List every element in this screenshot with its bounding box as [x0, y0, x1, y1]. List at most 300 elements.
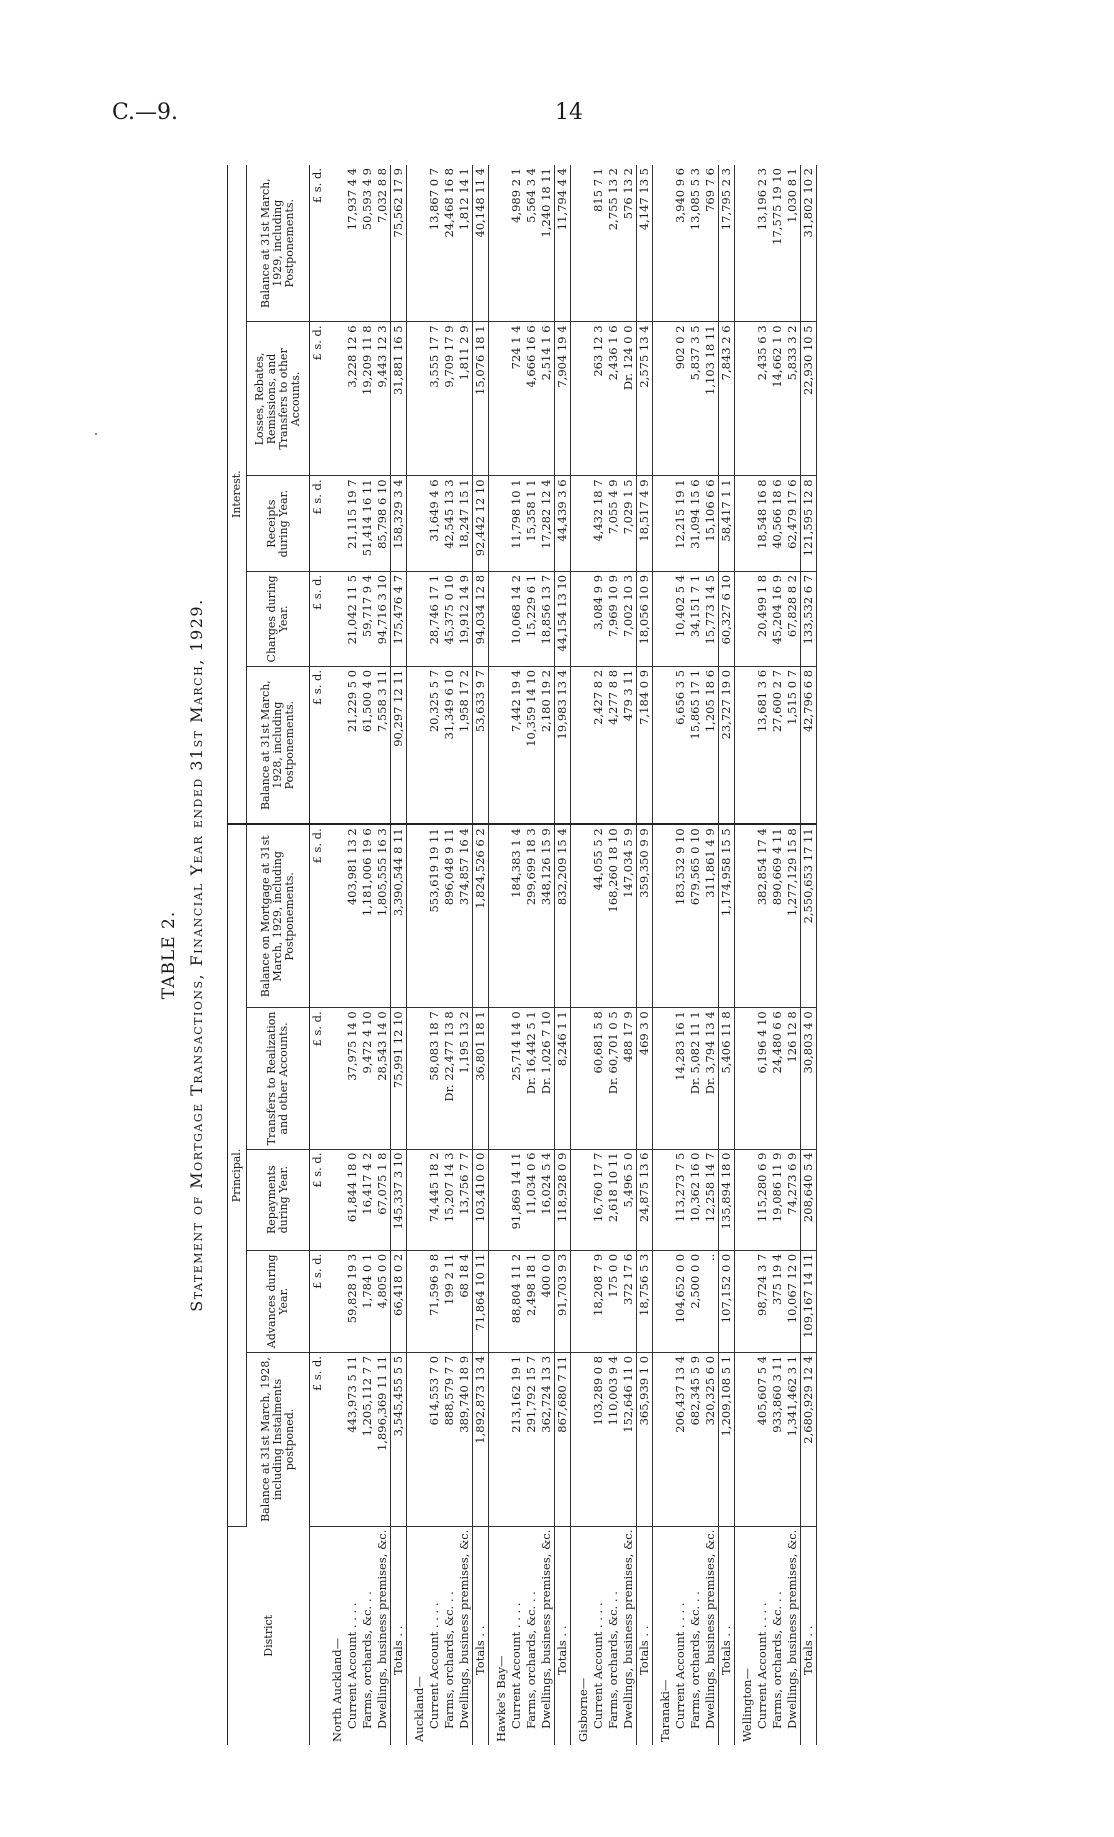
value-cell: 17,795 2 3	[719, 165, 735, 322]
value-cell: Dr. 22,477 13 8	[442, 1008, 457, 1149]
value-cell: 15,358 1 1	[524, 476, 539, 571]
value-cell: 896,048 9 11	[442, 824, 457, 1007]
table-row	[673, 165, 688, 1745]
table-row	[621, 165, 637, 1745]
value-cell: 389,740 18 9	[457, 1352, 473, 1526]
value-cell: 68 18 4	[457, 1250, 473, 1352]
value-cell: 21,229 5 0	[345, 666, 360, 824]
group-header-row	[228, 165, 247, 1745]
value-cell: 31,349 6 10	[442, 666, 457, 824]
value-cell: 2,436 1 6	[606, 322, 621, 476]
value-cell: 24,480 6 6	[770, 1008, 785, 1149]
value-cell: 372 17 6	[621, 1250, 637, 1352]
value-cell: 769 7 6	[703, 165, 719, 322]
column-header: Balance at 31st March, 1929, including Postponements.	[247, 165, 310, 322]
table-row	[375, 165, 391, 1745]
value-cell: 16,024 5 4	[539, 1149, 555, 1250]
value-cell: 18,208 7 9	[591, 1250, 606, 1352]
value-cell: 888,579 7 7	[442, 1352, 457, 1526]
value-cell: 133,532 6 7	[801, 571, 817, 666]
unit-cell: £ s. d.	[310, 322, 326, 476]
table-row	[755, 165, 770, 1745]
value-cell: 152,646 11 0	[621, 1352, 637, 1526]
column-header: Losses, Rebates, Remissions, and Transfers to other Accounts.	[247, 322, 310, 476]
value-cell: 40,566 18 6	[770, 476, 785, 571]
page-reference: C.—9.	[112, 100, 179, 125]
value-cell: 3,390,544 8 11	[391, 824, 407, 1007]
unit-cell: £ s. d.	[310, 571, 326, 666]
value-cell: 24,875 13 6	[637, 1149, 653, 1250]
value-cell: 1,824,526 6 2	[473, 824, 489, 1007]
value-cell: 1,812 14 1	[457, 165, 473, 322]
table-row	[703, 165, 719, 1745]
value-cell: 2,435 6 3	[755, 322, 770, 476]
value-cell: 362,724 13 3	[539, 1352, 555, 1526]
district-name: Hawke's Bay—	[494, 1655, 508, 1742]
value-cell: Dr. 3,794 13 4	[703, 1008, 719, 1149]
value-cell: 20,499 1 8	[755, 571, 770, 666]
unit-cell: £ s. d.	[310, 1250, 326, 1352]
row-label: Farms, orchards, &c. . .	[606, 1591, 620, 1729]
value-cell: 31,649 4 6	[427, 476, 442, 571]
value-cell: 18,548 16 8	[755, 476, 770, 571]
totals-row	[637, 165, 653, 1745]
value-cell: 62,479 17 6	[785, 476, 801, 571]
value-cell: 2,550,653 17 11	[801, 824, 817, 1007]
value-cell: Dr. 5,082 11 1	[688, 1008, 703, 1149]
value-cell: 85,798 6 10	[375, 476, 391, 571]
totals-label: Totals . .	[801, 1526, 817, 1745]
totals-label: Totals . .	[719, 1526, 735, 1745]
value-cell: 933,860 3 11	[770, 1352, 785, 1526]
value-cell: 118,928 0 9	[555, 1149, 571, 1250]
totals-label: Totals . .	[555, 1526, 571, 1745]
totals-label: Totals . .	[391, 1526, 407, 1745]
value-cell: 31,802 10 2	[801, 165, 817, 322]
value-cell: 10,362 16 0	[688, 1149, 703, 1250]
value-cell: 1,195 13 2	[457, 1008, 473, 1149]
value-cell: 14,662 1 0	[770, 322, 785, 476]
value-cell: 2,500 0 0	[688, 1250, 703, 1352]
value-cell: 15,229 6 1	[524, 571, 539, 666]
row-label: Dwellings, business premises, &c.	[621, 1529, 635, 1729]
value-cell: 25,714 14 0	[509, 1008, 524, 1149]
value-cell: 6,656 3 5	[673, 666, 688, 824]
column-header-row	[247, 165, 310, 1745]
value-cell: 3,228 12 6	[345, 322, 360, 476]
table-name: TABLE 2.	[159, 910, 179, 1000]
page-number: 14	[555, 100, 583, 125]
value-cell: 58,417 1 1	[719, 476, 735, 571]
value-cell: 9,709 17 9	[442, 322, 457, 476]
value-cell: Dr. 60,701 0 5	[606, 1008, 621, 1149]
value-cell: 94,034 12 8	[473, 571, 489, 666]
value-cell: 168,260 18 10	[606, 824, 621, 1007]
table-body	[310, 165, 817, 1745]
table-row	[427, 165, 442, 1745]
value-cell: 19,983 13 4	[555, 666, 571, 824]
value-cell: 7,184 0 9	[637, 666, 653, 824]
value-cell: 7,904 19 4	[555, 322, 571, 476]
column-header-district: District	[228, 1526, 310, 1745]
column-header: Balance on Mortgage at 31st March, 1929, including Postponements.	[247, 824, 310, 1007]
value-cell: 4,147 13 5	[637, 165, 653, 322]
value-cell: 110,003 9 4	[606, 1352, 621, 1526]
value-cell: 4,432 18 7	[591, 476, 606, 571]
value-cell: 1,181,006 19 6	[360, 824, 375, 1007]
value-cell: 58,083 18 7	[427, 1008, 442, 1149]
value-cell: Dr. 1,026 7 10	[539, 1008, 555, 1149]
value-cell: 12,215 19 1	[673, 476, 688, 571]
district-name: Auckland—	[412, 1676, 426, 1742]
value-cell: 2,180 19 2	[539, 666, 555, 824]
row-label: Current Account . . . .	[509, 1602, 523, 1729]
value-cell: 16,417 4 2	[360, 1149, 375, 1250]
value-cell: 17,937 4 4	[345, 165, 360, 322]
value-cell: 50,593 4 9	[360, 165, 375, 322]
value-cell: 405,607 5 4	[755, 1352, 770, 1526]
value-cell: 13,756 7 7	[457, 1149, 473, 1250]
value-cell: 4,989 2 1	[509, 165, 524, 322]
table-row	[524, 165, 539, 1745]
value-cell: 2,618 10 11	[606, 1149, 621, 1250]
row-label: Farms, orchards, &c. . .	[524, 1591, 538, 1729]
row-label: Current Account . . . .	[673, 1602, 687, 1729]
value-cell: 1,958 17 2	[457, 666, 473, 824]
row-label: Current Account . . . .	[755, 1602, 769, 1729]
value-cell: 45,204 16 9	[770, 571, 785, 666]
value-cell: 11,034 0 6	[524, 1149, 539, 1250]
value-cell: 682,345 5 9	[688, 1352, 703, 1526]
district-row	[653, 165, 674, 1745]
value-cell: 1,892,873 13 4	[473, 1352, 489, 1526]
value-cell: 2,575 13 4	[637, 322, 653, 476]
value-cell: 113,273 7 5	[673, 1149, 688, 1250]
group-header-interest: Interest.	[228, 165, 247, 824]
value-cell: 15,865 17 1	[688, 666, 703, 824]
value-cell: 375 19 4	[770, 1250, 785, 1352]
value-cell: 291,792 15 7	[524, 1352, 539, 1526]
value-cell: 4,805 0 0	[375, 1250, 391, 1352]
value-cell: 15,207 14 3	[442, 1149, 457, 1250]
value-cell: 42,545 13 3	[442, 476, 457, 571]
value-cell: 2,498 18 1	[524, 1250, 539, 1352]
value-cell: 90,297 12 11	[391, 666, 407, 824]
value-cell: 5,837 3 5	[688, 322, 703, 476]
value-cell: 44,154 13 10	[555, 571, 571, 666]
mortgage-transactions-table	[227, 165, 817, 1745]
value-cell: 37,975 14 0	[345, 1008, 360, 1149]
value-cell: 30,803 4 0	[801, 1008, 817, 1149]
value-cell: 2,680,929 12 4	[801, 1352, 817, 1526]
column-header: Repayments during Year.	[247, 1149, 310, 1250]
value-cell: 92,442 12 10	[473, 476, 489, 571]
value-cell: 7,032 8 8	[375, 165, 391, 322]
value-cell: 724 1 4	[509, 322, 524, 476]
value-cell: Dr. 16,442 5 1	[524, 1008, 539, 1149]
column-header: Receipts during Year.	[247, 476, 310, 571]
value-cell: 263 12 3	[591, 322, 606, 476]
value-cell: 13,681 3 6	[755, 666, 770, 824]
table-row	[606, 165, 621, 1745]
value-cell: 199 2 11	[442, 1250, 457, 1352]
value-cell: 815 7 1	[591, 165, 606, 322]
value-cell: 1,240 18 11	[539, 165, 555, 322]
value-cell: 18,756 5 3	[637, 1250, 653, 1352]
value-cell: 7,558 3 11	[375, 666, 391, 824]
value-cell: 3,940 9 6	[673, 165, 688, 322]
value-cell: 17,575 19 10	[770, 165, 785, 322]
value-cell: 19,209 11 8	[360, 322, 375, 476]
value-cell: 59,717 9 4	[360, 571, 375, 666]
value-cell: 75,991 12 10	[391, 1008, 407, 1149]
table-row	[457, 165, 473, 1745]
value-cell: 1,103 18 11	[703, 322, 719, 476]
column-header: Balance at 31st March, 1928, including Postponements.	[247, 666, 310, 824]
value-cell: 15,076 18 1	[473, 322, 489, 476]
value-cell: 13,085 5 3	[688, 165, 703, 322]
value-cell: 14,283 16 1	[673, 1008, 688, 1149]
totals-row	[719, 165, 735, 1745]
value-cell: 21,042 11 5	[345, 571, 360, 666]
value-cell: 51,414 16 11	[360, 476, 375, 571]
value-cell: 5,564 3 4	[524, 165, 539, 322]
value-cell: 42,796 6 8	[801, 666, 817, 824]
value-cell: 19,912 14 9	[457, 571, 473, 666]
value-cell: 66,418 0 2	[391, 1250, 407, 1352]
unit-cell: £ s. d.	[310, 1149, 326, 1250]
value-cell: 59,828 19 3	[345, 1250, 360, 1352]
value-cell: 28,746 17 1	[427, 571, 442, 666]
value-cell: 1,896,369 11 11	[375, 1352, 391, 1526]
value-cell: 867,680 7 11	[555, 1352, 571, 1526]
table-row	[345, 165, 360, 1745]
value-cell: 13,867 0 7	[427, 165, 442, 322]
table-row	[688, 165, 703, 1745]
value-cell: 60,327 6 10	[719, 571, 735, 666]
value-cell: 5,496 5 0	[621, 1149, 637, 1250]
district-row	[571, 165, 592, 1745]
value-cell: 16,760 17 7	[591, 1149, 606, 1250]
value-cell: 13,196 2 3	[755, 165, 770, 322]
value-cell: 91,869 14 11	[509, 1149, 524, 1250]
margin-mark	[95, 433, 97, 435]
value-cell: 15,773 14 5	[703, 571, 719, 666]
value-cell: 103,289 0 8	[591, 1352, 606, 1526]
value-cell: 348,126 15 9	[539, 824, 555, 1007]
value-cell: 1,030 8 1	[785, 165, 801, 322]
value-cell: Dr. 124 0 0	[621, 322, 637, 476]
row-label: Current Account . . . .	[345, 1602, 359, 1729]
value-cell: 7,442 19 4	[509, 666, 524, 824]
row-label: Dwellings, business premises, &c.	[785, 1529, 799, 1729]
value-cell: 44,055 5 2	[591, 824, 606, 1007]
rotated-table-block	[157, 165, 957, 1745]
value-cell: 1,174,958 15 5	[719, 824, 735, 1007]
value-cell: 1,205,112 7 7	[360, 1352, 375, 1526]
value-cell: 104,652 0 0	[673, 1250, 688, 1352]
district-row	[735, 165, 756, 1745]
unit-cell: £ s. d.	[310, 476, 326, 571]
value-cell: 359,350 9 9	[637, 824, 653, 1007]
row-label: Farms, orchards, &c. . .	[770, 1591, 784, 1729]
totals-label: Totals . .	[473, 1526, 489, 1745]
value-cell: 98,724 3 7	[755, 1250, 770, 1352]
table-row	[442, 165, 457, 1745]
value-cell: 15,106 6 6	[703, 476, 719, 571]
totals-row	[555, 165, 571, 1745]
value-cell: 3,084 9 9	[591, 571, 606, 666]
value-cell: 44,439 3 6	[555, 476, 571, 571]
row-label: Dwellings, business premises, &c.	[375, 1529, 389, 1729]
value-cell: 1,805,555 16 3	[375, 824, 391, 1007]
group-header-principal: Principal.	[228, 824, 247, 1526]
row-label: Current Account . . . .	[427, 1602, 441, 1729]
row-label: Current Account . . . .	[591, 1602, 605, 1729]
table-row	[591, 165, 606, 1745]
unit-cell: £ s. d.	[310, 165, 326, 322]
value-cell: 890,669 4 11	[770, 824, 785, 1007]
value-cell: 74,273 6 9	[785, 1149, 801, 1250]
value-cell: 158,329 3 4	[391, 476, 407, 571]
value-cell: 320,325 6 0	[703, 1352, 719, 1526]
value-cell: 9,472 4 10	[360, 1008, 375, 1149]
district-row	[489, 165, 510, 1745]
value-cell: 28,543 14 0	[375, 1008, 391, 1149]
value-cell: 10,402 5 4	[673, 571, 688, 666]
value-cell: 10,068 14 2	[509, 571, 524, 666]
value-cell: 103,410 0 0	[473, 1149, 489, 1250]
value-cell: 145,337 3 10	[391, 1149, 407, 1250]
value-cell: 9,443 12 3	[375, 322, 391, 476]
value-cell: 126 12 8	[785, 1008, 801, 1149]
value-cell: 7,029 1 5	[621, 476, 637, 571]
value-cell: 11,798 10 1	[509, 476, 524, 571]
value-cell: 479 3 11	[621, 666, 637, 824]
totals-row	[391, 165, 407, 1745]
unit-row	[310, 165, 326, 1745]
value-cell: 614,553 7 0	[427, 1352, 442, 1526]
value-cell: 2,755 13 2	[606, 165, 621, 322]
value-cell: 7,055 4 9	[606, 476, 621, 571]
value-cell: 8,246 1 1	[555, 1008, 571, 1149]
table-row	[770, 165, 785, 1745]
value-cell: 832,209 15 4	[555, 824, 571, 1007]
value-cell: 206,437 13 4	[673, 1352, 688, 1526]
value-cell: 22,930 10 5	[801, 322, 817, 476]
unit-cell: £ s. d.	[310, 824, 326, 1007]
totals-row	[801, 165, 817, 1745]
value-cell: 109,167 14 11	[801, 1250, 817, 1352]
value-cell: 1,205 18 6	[703, 666, 719, 824]
value-cell: 3,555 17 7	[427, 322, 442, 476]
value-cell: 147,034 5 9	[621, 824, 637, 1007]
value-cell: 18,056 10 9	[637, 571, 653, 666]
unit-cell: £ s. d.	[310, 1008, 326, 1149]
value-cell: 175,476 4 7	[391, 571, 407, 666]
value-cell: 553,619 19 11	[427, 824, 442, 1007]
table-row	[785, 165, 801, 1745]
district-row	[407, 165, 428, 1745]
value-cell: 213,162 19 1	[509, 1352, 524, 1526]
district-name: Wellington—	[740, 1668, 754, 1742]
value-cell: 115,280 6 9	[755, 1149, 770, 1250]
value-cell: 31,881 16 5	[391, 322, 407, 476]
value-cell: 1,341,462 3 1	[785, 1352, 801, 1526]
value-cell: 107,152 0 0	[719, 1250, 735, 1352]
value-cell: 71,864 10 11	[473, 1250, 489, 1352]
row-label: Dwellings, business premises, &c.	[457, 1529, 471, 1729]
value-cell: 488 17 9	[621, 1008, 637, 1149]
unit-cell: £ s. d.	[310, 666, 326, 824]
value-cell: 5,406 11 8	[719, 1008, 735, 1149]
value-cell: ..	[703, 1250, 719, 1352]
value-cell: 36,801 18 1	[473, 1008, 489, 1149]
row-label: Farms, orchards, &c. . .	[442, 1591, 456, 1729]
value-cell: 382,854 17 4	[755, 824, 770, 1007]
district-name: North Auckland—	[330, 1637, 344, 1742]
value-cell: 10,067 12 0	[785, 1250, 801, 1352]
value-cell: 679,565 0 10	[688, 824, 703, 1007]
row-label: Dwellings, business premises, &c.	[703, 1529, 717, 1729]
value-cell: 3,545,455 5 5	[391, 1352, 407, 1526]
value-cell: 902 0 2	[673, 322, 688, 476]
totals-label: Totals . .	[637, 1526, 653, 1745]
value-cell: 365,939 1 0	[637, 1352, 653, 1526]
value-cell: 74,445 18 2	[427, 1149, 442, 1250]
value-cell: 27,600 2 7	[770, 666, 785, 824]
value-cell: 184,383 1 4	[509, 824, 524, 1007]
value-cell: 443,973 5 11	[345, 1352, 360, 1526]
table-row	[539, 165, 555, 1745]
value-cell: 311,861 4 9	[703, 824, 719, 1007]
value-cell: 208,640 5 4	[801, 1149, 817, 1250]
value-cell: 61,500 4 0	[360, 666, 375, 824]
value-cell: 121,595 12 8	[801, 476, 817, 571]
value-cell: 469 3 0	[637, 1008, 653, 1149]
value-cell: 1,209,108 5 1	[719, 1352, 735, 1526]
value-cell: 5,833 3 2	[785, 322, 801, 476]
value-cell: 183,532 9 10	[673, 824, 688, 1007]
value-cell: 10,359 14 10	[524, 666, 539, 824]
district-name: Gisborne—	[576, 1677, 590, 1742]
value-cell: 18,517 4 9	[637, 476, 653, 571]
value-cell: 12,258 14 7	[703, 1149, 719, 1250]
value-cell: 7,969 10 9	[606, 571, 621, 666]
column-header: Transfers to Realization and other Accounts.	[247, 1008, 310, 1149]
value-cell: 23,727 19 0	[719, 666, 735, 824]
value-cell: 576 13 2	[621, 165, 637, 322]
district-name: Taranaki—	[658, 1679, 672, 1742]
value-cell: 374,857 16 4	[457, 824, 473, 1007]
value-cell: 61,844 18 0	[345, 1149, 360, 1250]
value-cell: 1,277,129 15 8	[785, 824, 801, 1007]
value-cell: 53,633 9 7	[473, 666, 489, 824]
column-header: Balance at 31st March, 1928, including Instalments postponed.	[247, 1352, 310, 1526]
value-cell: 18,247 15 1	[457, 476, 473, 571]
value-cell: 19,086 11 9	[770, 1149, 785, 1250]
value-cell: 1,515 0 7	[785, 666, 801, 824]
row-label: Farms, orchards, &c. . .	[360, 1591, 374, 1729]
value-cell: 45,375 0 10	[442, 571, 457, 666]
value-cell: 2,514 1 6	[539, 322, 555, 476]
value-cell: 175 0 0	[606, 1250, 621, 1352]
value-cell: 11,794 4 4	[555, 165, 571, 322]
value-cell: 4,277 8 8	[606, 666, 621, 824]
value-cell: 67,075 1 8	[375, 1149, 391, 1250]
value-cell: 7,002 10 3	[621, 571, 637, 666]
value-cell: 67,828 8 2	[785, 571, 801, 666]
